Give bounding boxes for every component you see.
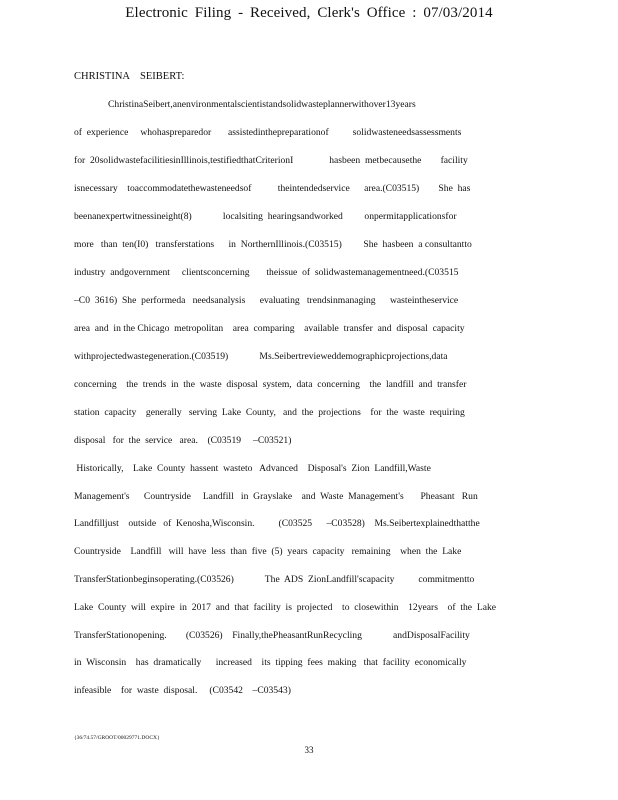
body-line: of experience whohaspreparedor assistedinthepreparationof solidwasteneedsassessments bbox=[74, 127, 462, 138]
body-line: ChristinaSeibert,anenvironmentalscientistandsolidwasteplannerwithover13years bbox=[108, 99, 416, 110]
body-line: TransferStationopening. (C03526) Finally,thePheasantRunRecycling andDisposalFacility bbox=[74, 630, 470, 641]
body-line: station capacity generally serving Lake County, and the projections for the waste requiring bbox=[74, 407, 465, 418]
body-line: isnecessary toaccommodatethewasteneedsof theintendedservice area.(C03515) She has bbox=[74, 183, 471, 194]
body-line: Historically, Lake County hassent wasteto Advanced Disposal's Zion Landfill,Waste bbox=[74, 463, 431, 474]
page-number: 33 bbox=[304, 745, 314, 755]
body-line: disposal for the service area. (C03519 –C03521) bbox=[74, 435, 292, 446]
body-line: concerning the trends in the waste disposal system, data concerning the landfill and transfer bbox=[74, 379, 467, 390]
document-code: {36/74.57/GROOT/00029771.DOCX} bbox=[74, 735, 160, 741]
body-line: for 20solidwastefacilitiesinIllinois,testifiedthatCriterionI hasbeen metbecausethe facility bbox=[74, 155, 468, 166]
body-line: –C0 3616) She performeda needsanalysis evaluating trendsinmanaging wasteintheservice bbox=[74, 295, 459, 306]
body-line: infeasible for waste disposal. (C03542 –C03543) bbox=[74, 685, 291, 696]
body-line: in Wisconsin has dramatically increased its tipping fees making that facility economically bbox=[74, 657, 467, 668]
body-line: more than ten(I0) transferstations in NorthernIllinois.(C03515) She hasbeen a consultantto bbox=[74, 239, 472, 250]
body-line: industry andgovernment clientsconcerning theissue of solidwastemanagementneed.(C03515 bbox=[74, 267, 459, 278]
filing-header: Electronic Filing - Received, Clerk's Office : 07/03/2014 bbox=[125, 5, 493, 21]
body-line: area and in the Chicago metropolitan area comparing available transfer and disposal capacity bbox=[74, 323, 465, 334]
body-line: Landfilljust outside of Kenosha,Wisconsin. (C03525 –C03528) Ms.Seibertexplainedthatthe bbox=[74, 518, 480, 529]
body-line: withprojectedwastegeneration.(C03519) Ms.Seibertrevieweddemographicprojections,data bbox=[74, 351, 448, 362]
body-line: Lake County will expire in 2017 and that facility is projected to closewithin 12years of the Lake bbox=[74, 602, 497, 613]
body-line: beenanexpertwitnessineight(8) localsiting hearingsandworked onpermitapplicationsfor bbox=[74, 211, 457, 222]
section-heading: CHRISTINA SEIBERT: bbox=[74, 71, 185, 82]
body-line: TransferStationbeginsoperating.(C03526) The ADS ZionLandfill'scapacity commitmentto bbox=[74, 574, 475, 585]
body-line: Management's Countryside Landfill in Grayslake and Waste Management's Pheasant Run bbox=[74, 491, 478, 502]
body-line: Countryside Landfill will have less than five (5) years capacity remaining when the Lake bbox=[74, 546, 462, 557]
